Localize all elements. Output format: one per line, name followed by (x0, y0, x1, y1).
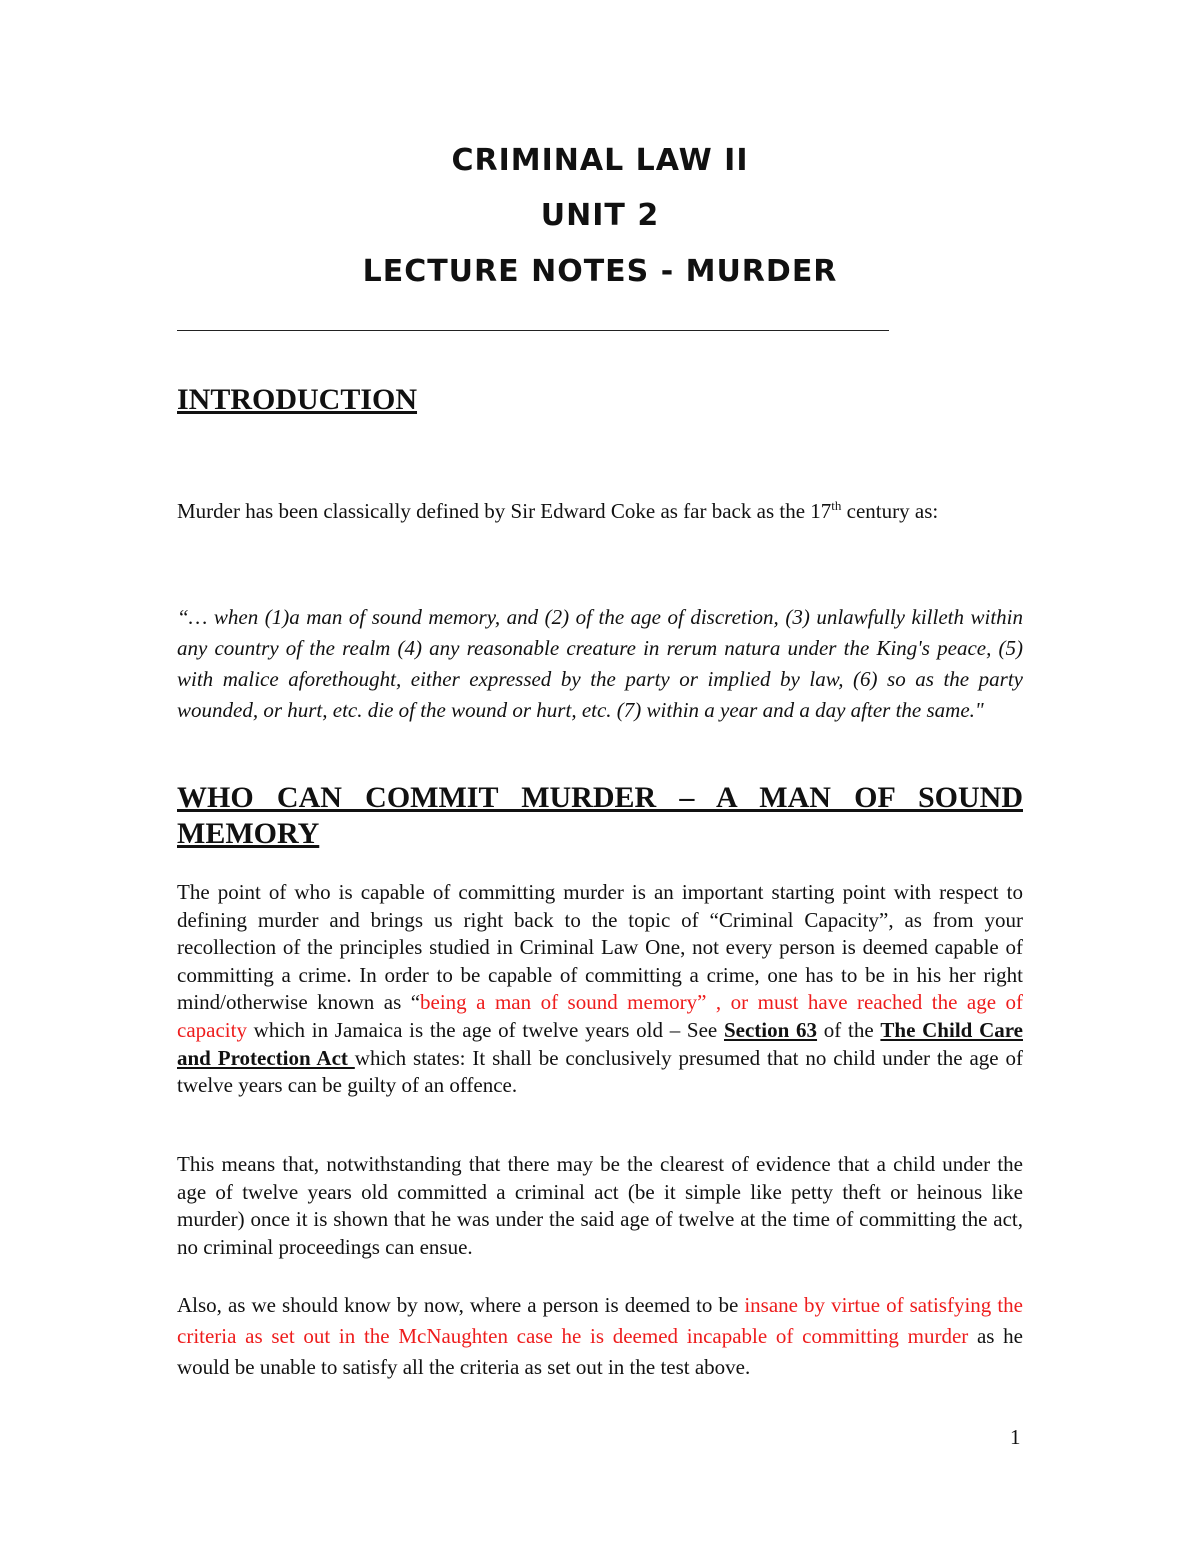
unit-title: UNIT 2 (540, 198, 660, 233)
course-title: CRIMINAL LAW II (451, 143, 749, 178)
lecture-title: LECTURE NOTES - MURDER (362, 254, 838, 289)
section-63-reference: Section 63 (723, 1017, 818, 1042)
insanity-text-b: as he would be unable to satisfy all the criteria as set out in the test above. (177, 1324, 1023, 1379)
page-number: 1 (1010, 1425, 1021, 1449)
insanity-highlight: insane by virtue of satisfying the criteria as set out in the McNaughten case he is deemed incapable of committing murder (177, 1293, 1023, 1348)
ordinal-suffix: th (831, 498, 842, 513)
intro-text-before: Murder has been classically defined by Sir Edward Coke as far back as the 17 (177, 499, 832, 523)
capacity-text-c: of the (817, 1017, 881, 1042)
introduction-paragraph (177, 492, 1023, 530)
horizontal-rule (177, 330, 889, 331)
capacity-text-b: which in Jamaica is the age of twelve years old – See (246, 1017, 724, 1042)
who-can-commit-heading: WHO CAN COMMIT MURDER – A MAN OF SOUND MEMORY (177, 781, 1023, 850)
capacity-text-a: The point of who is capable of committing murder is an important starting point with respect to defining murder and brings us right back to the topic of “Criminal Capacity”, as from your recollection of the principles studied in Criminal Law One, not every person is deemed capable of committing a crime. In order to be capable of committing a crime, one has to be in his her right mind/otherwise known as “ (177, 880, 1023, 1015)
coke-definition-quote: “… when (1)a man of sound memory, and (2) of the age of discretion, (3) unlawfully killeth within any country of the realm (4) any reasonable creature in rerum natura under the King's peace, (5) with malice aforethought, either expressed by the party or implied by law, (6) so as the party wounded, or hurt, etc. die of the wound or hurt, etc. (7) within a year and a day after the same." (177, 605, 1023, 722)
capacity-highlight: being a man of sound memory” , or must have reached the age of capacity (177, 990, 1023, 1042)
intro-text-after: century as: (841, 499, 939, 523)
capacity-text-d: which states: It shall be conclusively presumed that no child under the age of twelve years can be guilty of an offence. (177, 1045, 1023, 1098)
insanity-paragraph (177, 1290, 1023, 1383)
notwithstanding-paragraph: This means that, notwithstanding that there may be the clearest of evidence that a child under the age of twelve years old committed a criminal act (be it simple like petty theft or heinous like murder) once it is shown that he was under the said age of twelve at the time of committing the act, no criminal proceedings can ensue. (177, 1152, 1023, 1259)
insanity-text-a: Also, as we should know by now, where a person is deemed to be (177, 1293, 745, 1317)
capacity-paragraph (177, 879, 1023, 1100)
introduction-heading: INTRODUCTION (177, 383, 418, 416)
child-care-act-reference: The Child Care and Protection Act (177, 1017, 1023, 1070)
